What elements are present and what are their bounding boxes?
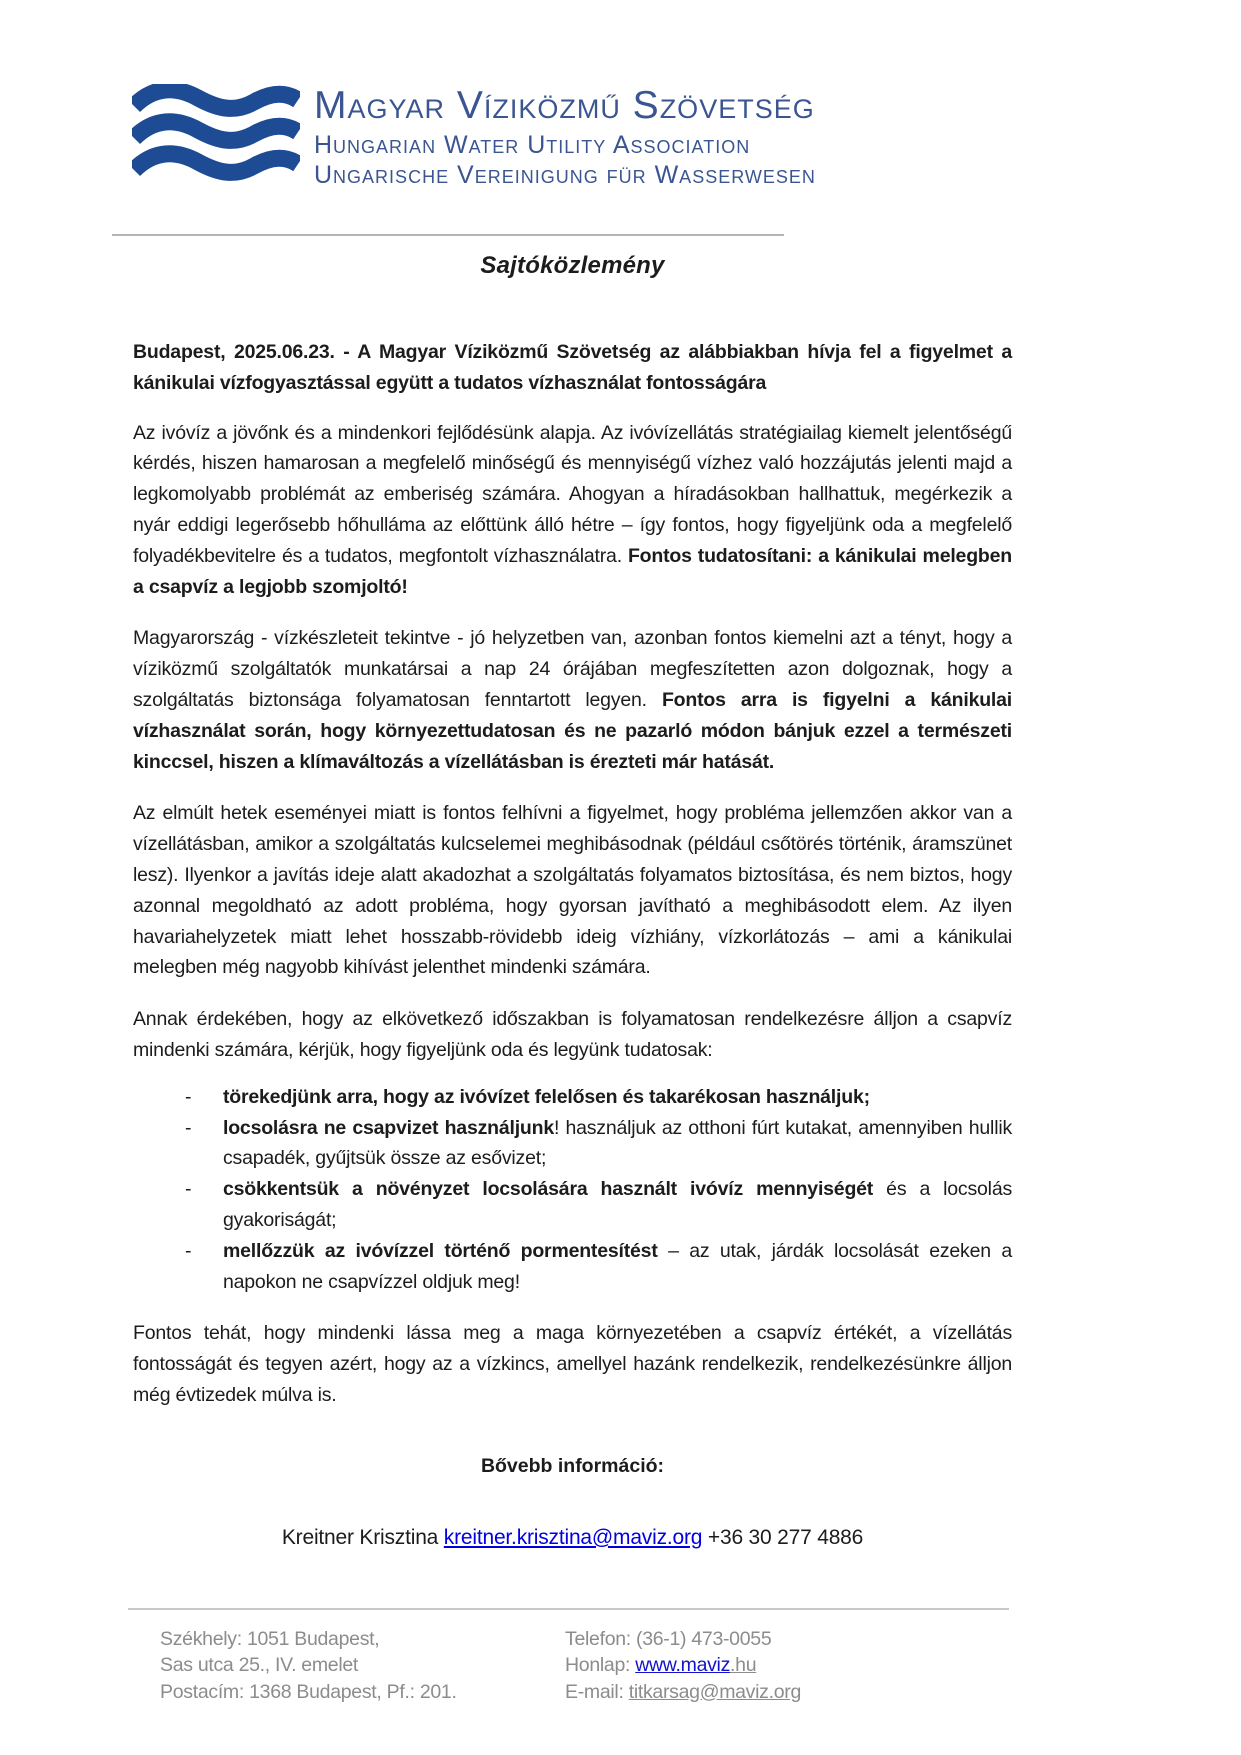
footer-headquarters: Székhely: 1051 Budapest, bbox=[160, 1627, 380, 1650]
footer-street: Sas utca 25., IV. emelet bbox=[160, 1654, 359, 1677]
bullet-dash-marker: - bbox=[185, 1116, 192, 1139]
lead-paragraph: Budapest, 2025.06.23. - A Magyar Víziközmű Szövetség az alábbiakban hívja fel a figyelmet a kánikulai vízfogyasztással együtt a tudatos vízhasználat fontosságára bbox=[133, 341, 1012, 394]
footer-phone-value: (36-1) 473-0055 bbox=[636, 1627, 772, 1650]
press-release-title: Sajtóközlemény bbox=[480, 252, 665, 279]
bullet-item-reduce-watering: - csökkentsük a növényzet locsolására használt ivóvíz mennyiségét és a locsolás gyakoriságát; bbox=[133, 1174, 1012, 1236]
document-body bbox=[133, 252, 1012, 1550]
paragraph-hungary-reserves: Magyarország - vízkészleteit tekintve - jó helyzetben van, azonban fontos kiemelni azt a tényt, hogy a víziközmű szolgáltatók munkatársai a nap 24 órájában megfeszítetten azon dolgoznak, hogy a szolgáltatás biztonsága folyamatosan fenntartott legyen. Fontos arra is figyelni a kánikulai vízhasználat során, hogy környezettudatosan és ne pazarló módon bánjuk ezzel a természeti kinccsel, hiszen a klímaváltozás a vízellátásban is érezteti már hatását. bbox=[133, 627, 1013, 773]
footer-website-link[interactable]: www.maviz bbox=[635, 1654, 731, 1677]
bullet-item-responsible-use: - törekedjünk arra, hogy az ivóvízet felelősen és takarékosan használjuk; bbox=[133, 1082, 1012, 1113]
more-info-heading: Bővebb információ: bbox=[480, 1454, 665, 1477]
closing-paragraph: Fontos tehát, hogy mindenki lássa meg a maga környezetében a csapvíz értékét, a vízellátás fontosságát és tegyen azért, hogy az a vízkincs, amellyel hazánk rendelkezik, rendelkezésünkre álljon még évtizedek múlva is. bbox=[133, 1322, 1012, 1406]
bullet-item-no-dust-suppression: - mellőzzük az ivóvízzel történő pormentesítést – az utak, járdák locsolását ezeken a napokon ne csapvízzel oldjuk meg! bbox=[133, 1236, 1012, 1298]
footer-email-line bbox=[565, 1679, 801, 1706]
advice-bullet-list bbox=[133, 1082, 1012, 1298]
bullet-dash-marker: - bbox=[185, 1178, 192, 1201]
footer-phone-line bbox=[565, 1626, 801, 1653]
footer-web-label: Honlap: bbox=[565, 1654, 636, 1677]
paragraph-service-failures: Az elmúlt hetek eseményei miatt is fontos felhívni a figyelmet, hogy probléma jellemzően akkor van a vízellátásban, amikor a szolgáltatás kulcselemei meghibásodnak (például csőtörés történik, áramszünet lesz). Ilyenkor a javítás ideje alatt akadozhat a szolgáltatás folyamatos biztosítása, és nem biztos, hogy azonnal megoldható az adott probléma, hogy gyorsan javítható a meghibásodott elem. Az ilyen havariahelyzetek miatt lehet hosszabb-rövidebb ideig vízhiány, vízkorlátozás – ami a kánikulai melegben még nagyobb kihívást jelenthet mindenki számára. bbox=[133, 802, 1012, 979]
logo-name-en: Hungarian Water Utility Association bbox=[314, 131, 751, 159]
footer-address-block bbox=[160, 1626, 565, 1706]
contact-email-link[interactable]: kreitner.krisztina@maviz.org bbox=[443, 1525, 703, 1549]
footer-email-label: E-mail: bbox=[565, 1680, 629, 1703]
footer-website-line bbox=[565, 1652, 801, 1679]
footer bbox=[160, 1626, 1241, 1706]
header-divider bbox=[112, 234, 784, 236]
footer-email-link[interactable]: titkarsag@maviz.org bbox=[628, 1680, 802, 1703]
footer-postal-address: Postacím: 1368 Budapest, Pf.: 201. bbox=[160, 1680, 457, 1703]
header-logo bbox=[132, 0, 1241, 188]
footer-website-suffix: .hu bbox=[730, 1654, 757, 1677]
paragraph-drinking-water: Az ivóvíz a jövőnk és a mindenkori fejlődésünk alapja. Az ivóvízellátás stratégiailag kiemelt jelentőségű kérdés, hiszen hamarosan a megfelelő minőségű és mennyiségű vízhez való hozzájutás jelenti majd a legkomolyabb problémát az emberiség számára. Ahogyan a híradásokban hallhattuk, megérkezik a nyár eddigi legerősebb hőhulláma az előttünk álló hétre – így fontos, hogy figyeljünk oda a megfelelő folyadékbevitelre és a tudatos, megfontolt vízhasználatra. Fontos tudatosítani: a kánikulai melegben a csapvíz a legjobb szomjoltó! bbox=[133, 421, 1012, 598]
logo-wordmark bbox=[314, 84, 816, 188]
contact-line bbox=[133, 1526, 1012, 1550]
logo-name-hu: Magyar Víziközmű Szövetség bbox=[314, 84, 815, 127]
bullet-item-no-tap-water-irrigation: - locsolásra ne csapvizet használjunk! használjuk az otthoni fúrt kutakat, amennyiben hullik csapadék, gyűjtsük össze az esővizet; bbox=[133, 1113, 1012, 1175]
contact-phone: +36 30 277 4886 bbox=[702, 1525, 864, 1549]
paragraph-call-to-awareness: Annak érdekében, hogy az elkövetkező időszakban is folyamatosan rendelkezésre álljon a csapvíz mindenki számára, kérjük, hogy figyeljünk oda és legyünk tudatosak: bbox=[133, 1008, 1012, 1061]
bullet-dash-marker: - bbox=[185, 1085, 192, 1108]
footer-divider bbox=[128, 1608, 1009, 1610]
contact-name: Kreitner Krisztina bbox=[281, 1525, 444, 1549]
footer-contact-block bbox=[565, 1626, 801, 1706]
logo-name-de: Ungarische Vereinigung für Wasserwesen bbox=[314, 161, 816, 189]
footer-phone-label: Telefon: bbox=[565, 1627, 637, 1650]
bullet-dash-marker: - bbox=[185, 1239, 192, 1262]
water-waves-icon bbox=[132, 84, 300, 187]
